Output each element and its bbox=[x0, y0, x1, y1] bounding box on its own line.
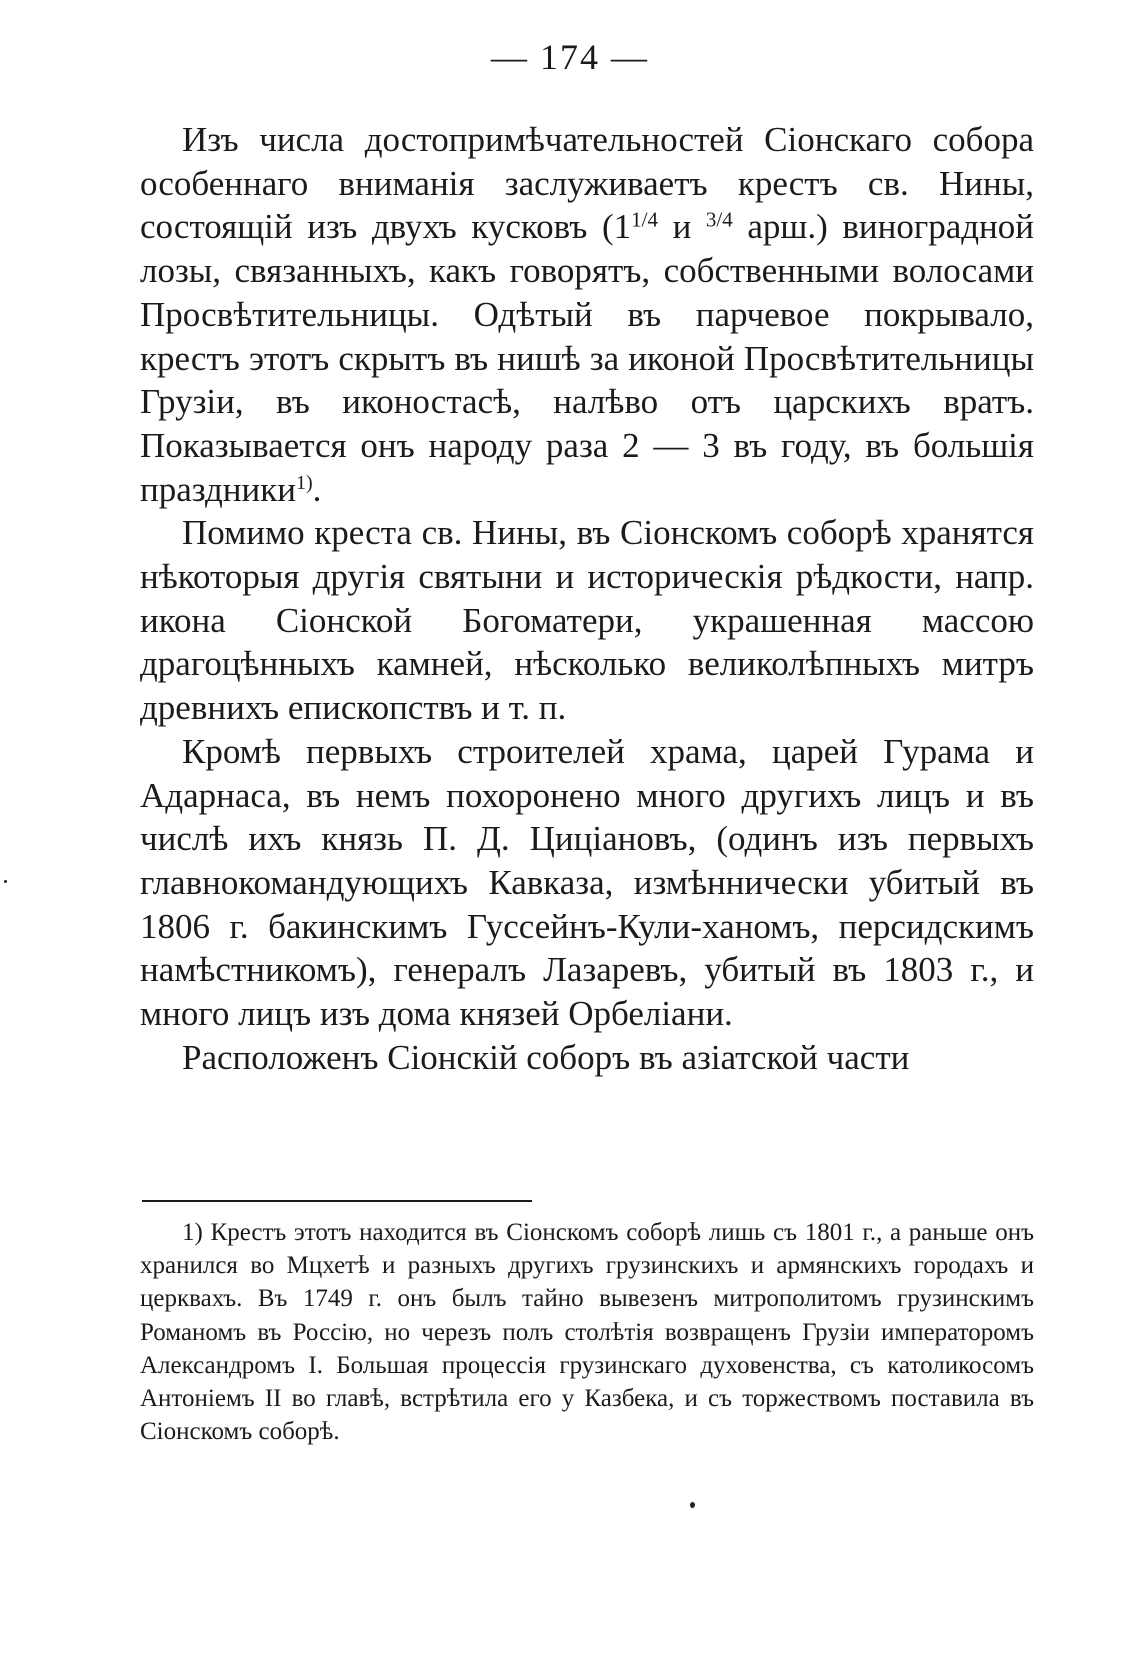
ink-speck bbox=[690, 1502, 695, 1508]
footnote-divider bbox=[142, 1200, 532, 1202]
ink-speck bbox=[4, 880, 7, 883]
footnote-marker: 1) bbox=[182, 1219, 203, 1246]
footnote-reference: 1) bbox=[295, 471, 313, 494]
paragraph-1-part-4: . bbox=[312, 469, 322, 509]
paragraph-1-part-3: арш.) виноградной лозы, связанныхъ, какъ говорятъ, собственными волосами Просвѣтительницы. Одѣтый въ парчевое покрывало, крестъ этотъ скрытъ въ нишѣ за иконой Просвѣтительницы Грузіи, въ иконостасѣ, налѣво отъ царскихъ вратъ. Показывается онъ народу раза 2 — 3 въ году, въ большія праздники bbox=[140, 207, 1034, 509]
paragraph-relics: Помимо креста св. Нины, въ Сіонскомъ соборѣ хранятся нѣкоторыя другія святыни и историческія рѣдкости, напр. икона Сіонской Богоматери, украшенная массою драгоцѣнныхъ камней, нѣсколько великолѣпныхъ митръ древнихъ епископствъ и т. п. bbox=[140, 513, 1034, 728]
paragraph-1-part-2: и bbox=[657, 207, 706, 247]
paragraph-location: Расположенъ Сіонскій соборъ въ азіатской части bbox=[182, 1037, 910, 1077]
footnote-text: Крестъ этотъ находится въ Сіонскомъ соборѣ лишь съ 1801 г., а раньше онъ хранился во Мцхетѣ и разныхъ другихъ грузинскихъ и армянскихъ городахъ и церквахъ. Въ 1749 г. онъ былъ тайно вывезенъ митрополитомъ грузинскимъ Романомъ въ Россію, но черезъ полъ столѣтія возвращенъ Грузіи императоромъ Александромъ I. Большая процессія грузинскаго духовенства, съ католикосомъ Антоніемъ II во главѣ, встрѣтила его у Казбека, и съ торжествомъ поставила въ Сіонскомъ соборѣ. bbox=[140, 1219, 1035, 1446]
footnote bbox=[140, 1216, 1034, 1448]
paragraph-burials: Кромѣ первыхъ строителей храма, царей Гурама и Адарнаса, въ немъ похоронено много другихъ лицъ и въ числѣ ихъ князь П. Д. Цицiановъ, (одинъ изъ первыхъ главнокомандующихъ Кавказа, измѣннически убитый въ 1806 г. бакинскимъ Гуссейнъ-Кули-ханомъ, персидскимъ намѣстникомъ), генералъ Лазаревъ, убитый въ 1803 г., и много лицъ изъ дома князей Орбеліани. bbox=[140, 731, 1034, 1034]
main-text bbox=[140, 118, 1034, 1079]
fraction-three-quarters: 3/4 bbox=[705, 207, 733, 232]
fraction-one-quarter: 1/4 bbox=[631, 207, 658, 232]
paragraph-cross-of-st-nino bbox=[140, 118, 1034, 511]
paragraph-1-part-1: Изъ числа достопримѣчательностей Сіонскаго собора особеннаго вниманія заслуживаетъ крестъ св. Нины, состоящій изъ двухъ кусковъ (1 bbox=[140, 120, 1034, 247]
page-number: — 174 — bbox=[491, 37, 649, 77]
